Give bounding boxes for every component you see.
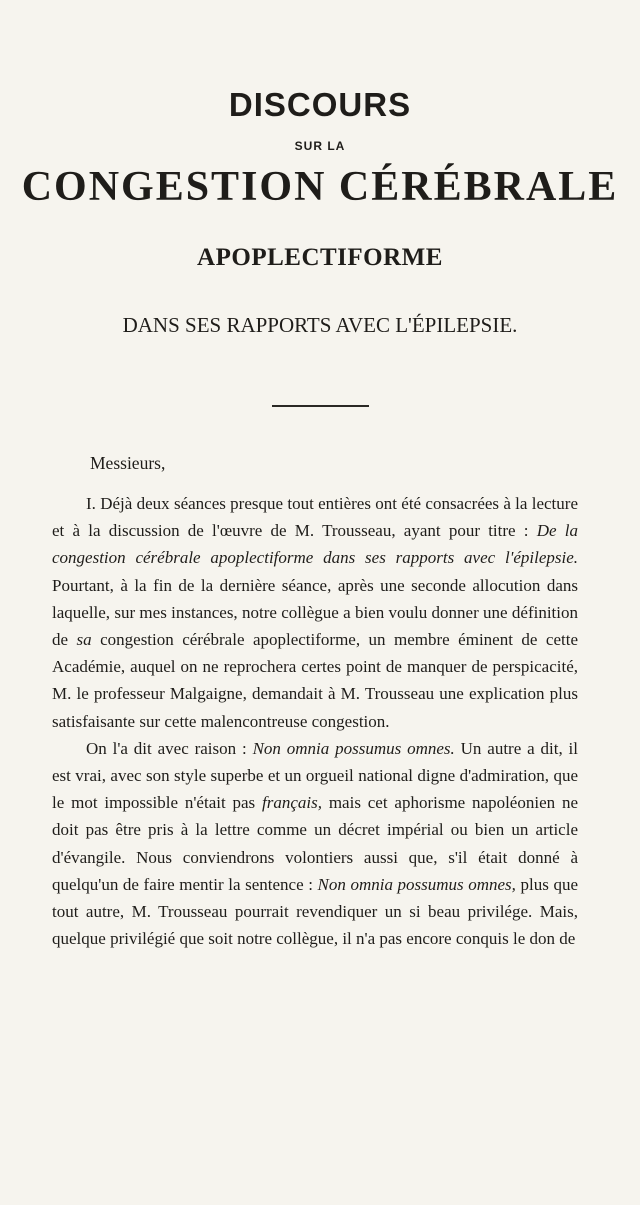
paragraph-2 <box>52 735 578 953</box>
paragraph-1-text-a: I. Déjà deux séances presque tout entières ont été consacrées à la lecture et à la discussion de l'œuvre de M. Trousseau, ayant pour titre : <box>52 494 578 541</box>
title-apoplectiforme: APOPLECTIFORME <box>197 244 443 271</box>
paragraph-1 <box>52 490 578 735</box>
paragraph-2-text-b: Un autre a dit, il est vrai, avec son style superbe et un orgueil national digne d'admiration, que le mot impossible n'était pas <box>52 738 578 813</box>
latin-quote-1: Non omnia possumus omnes. <box>252 738 455 758</box>
salutation: Messieurs, <box>90 453 166 473</box>
emphasis-sa: sa <box>76 630 92 650</box>
paragraph-2-text-a: On l'a dit avec raison : <box>86 738 253 758</box>
title-discours: DISCOURS <box>228 86 412 123</box>
title-subtitle: DANS SES RAPPORTS AVEC L'ÉPILEPSIE. <box>122 313 518 337</box>
paragraph-2-text-c: mais cet aphorisme napoléonien ne doit pas être pris à la lettre comme un décret impérial ou bien un article d'évangile. Nous conviendrons volontiers aussi que, s'il était donné à quelqu'un de faire mentir la sentence : <box>52 793 578 894</box>
paragraph-2-text-d: plus que tout autre, M. Trousseau pourrait revendiquer un si beau privilége. Mais, quelque privilégié que soit notre collègue, il n'a pas encore conquis le don de <box>52 874 578 949</box>
title-sur-la: SUR LA <box>294 139 346 153</box>
body-text <box>52 490 578 952</box>
book-title: De la congestion cérébrale apoplectiforme dans ses rapports avec l'épilepsie. <box>52 521 579 568</box>
paragraph-1-text-b: Pourtant, à la fin de la dernière séance, après une seconde allocution dans laquelle, sur mes instances, notre collègue a bien voulu donner une définition de <box>52 575 578 650</box>
section-divider <box>272 405 369 407</box>
paragraph-1-text-c: congestion cérébrale apoplectiforme, un membre éminent de cette Académie, auquel on ne reprochera certes point de manquer de perspicacité, M. le professeur Malgaigne, demandait à M. Trousseau une explication plus satisfaisante sur cette malencontreuse congestion. <box>52 630 578 731</box>
latin-quote-2: Non omnia possumus omnes, <box>317 874 516 894</box>
emphasis-francais: français, <box>262 793 322 813</box>
title-congestion-cerebrale: CONGESTION CÉRÉBRALE <box>21 164 619 210</box>
